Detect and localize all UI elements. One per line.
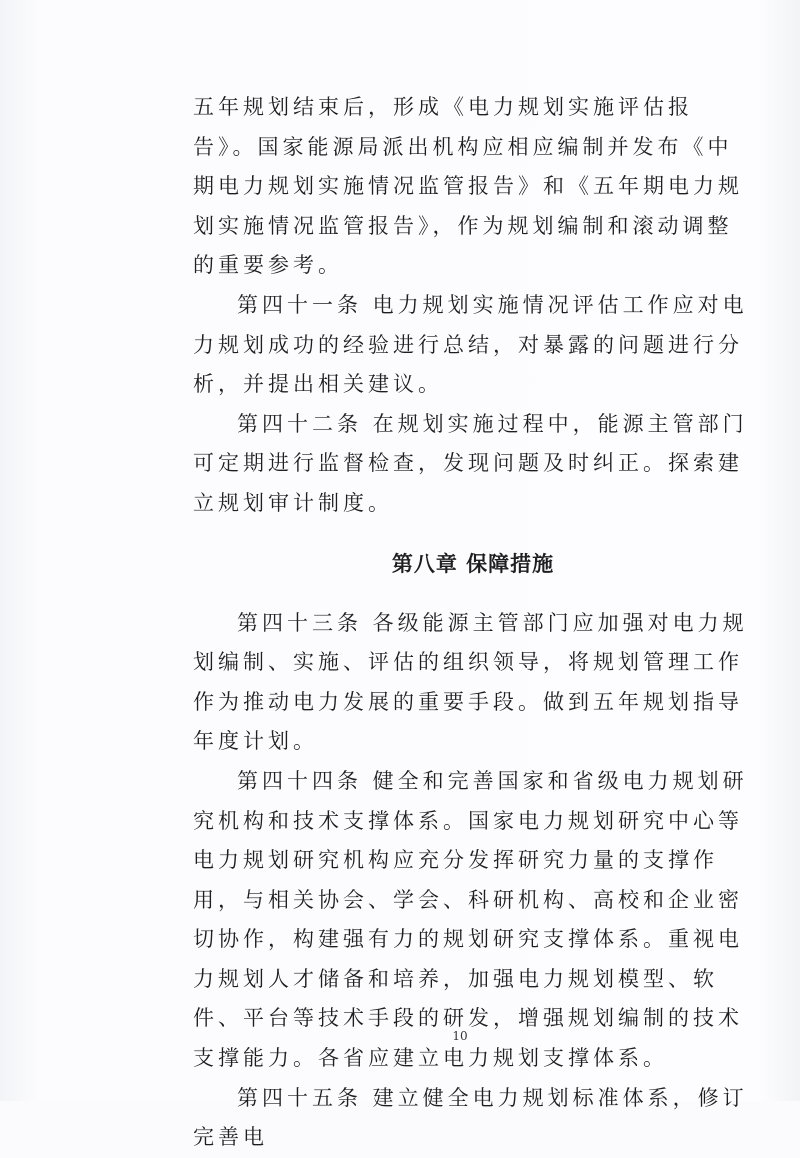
page-number: 10 — [452, 1029, 468, 1043]
chapter-title: 第八章 保障措施 — [391, 550, 555, 576]
article-42: 第四十二条 在规划实施过程中，能源主管部门可定期进行监督检查，发现问题及时纠正。探索建立规划审计制度。 — [193, 411, 748, 515]
article-41: 第四十一条 电力规划实施情况评估工作应对电力规划成功的经验进行总结，对暴露的问题进行分析，并提出相关建议。 — [193, 292, 748, 397]
article-45: 第四十五条 建立健全电力规划标准体系，修订完善电 — [193, 1085, 748, 1150]
paragraph-continuation: 五年规划结束后，形成《电力规划实施评估报告》。国家能源局派出机构应相应编制并发布《中期电力规划实施情况监管报告》和《五年期电力规划实施情况监管报告》，作为规划编制和滚动调整的重要参考。 — [193, 95, 743, 278]
article-43: 第四十三条 各级能源主管部门应加强对电力规划编制、实施、评估的组织领导，将规划管理工作作为推动电力发展的重要手段。做到五年规划指导年度计划。 — [193, 610, 748, 754]
article-44: 第四十四条 健全和完善国家和省级电力规划研究机构和技术支撑体系。国家电力规划研究中心等电力规划研究机构应充分发挥研究力量的支撑作用，与相关协会、学会、科研机构、高校和企业密切协作，构建强有力的规划研究支撑体系。重视电力规划人才储备和培养，加强电力规划模型、软件、平台等技术手段的研发，增强规划编制的技术支撑能力。各省应建立电力规划支撑体系。 — [193, 768, 748, 1071]
body-text — [193, 88, 753, 1158]
